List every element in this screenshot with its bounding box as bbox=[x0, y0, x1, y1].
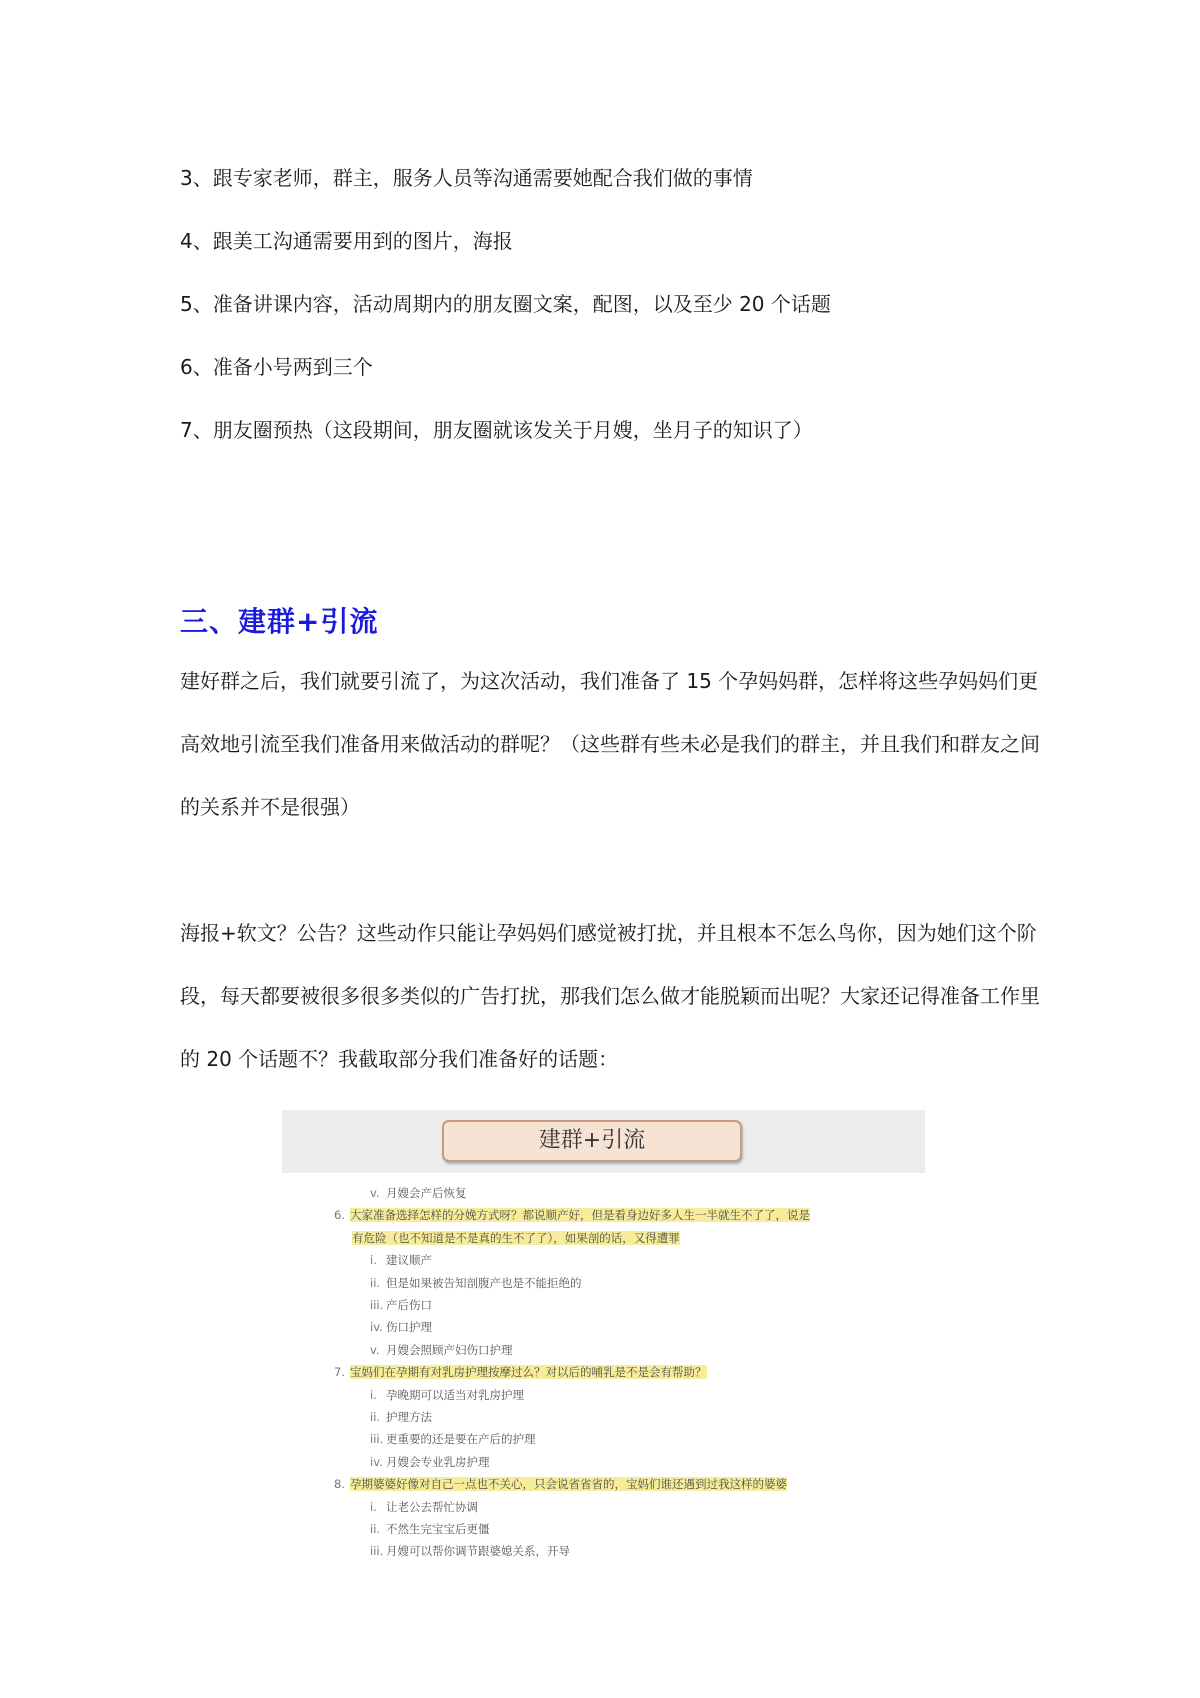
screenshot-topic-line bbox=[370, 1387, 524, 1403]
screenshot-topic-line bbox=[334, 1207, 810, 1223]
screenshot-line-marker: v. bbox=[370, 1186, 380, 1200]
screenshot-topic-line bbox=[370, 1499, 478, 1515]
screenshot-topic-line bbox=[370, 1319, 432, 1335]
screenshot-topic-line bbox=[370, 1275, 582, 1291]
screenshot-line-marker: iv. bbox=[370, 1454, 383, 1469]
screenshot-line-marker: ii. bbox=[370, 1275, 381, 1290]
screenshot-line-marker: iv. bbox=[370, 1320, 383, 1335]
screenshot-topic-line bbox=[370, 1252, 432, 1268]
screenshot-topic-line bbox=[370, 1431, 536, 1447]
list-item: 5、准备讲课内容，活动周期内的朋友圈文案，配图，以及至少 20 个话题 bbox=[180, 292, 831, 316]
list-item: 3、跟专家老师，群主，服务人员等沟通需要她配合我们做的事情 bbox=[180, 166, 753, 190]
screenshot-line-text: 产后伤口 bbox=[386, 1298, 432, 1312]
screenshot-line-marker: i. bbox=[370, 1387, 377, 1402]
screenshot-title-box: 建群+引流 bbox=[442, 1120, 742, 1162]
screenshot-line-marker: 6. bbox=[334, 1208, 345, 1223]
screenshot-topic-line bbox=[370, 1297, 432, 1313]
paragraph: 建好群之后，我们就要引流了，为这次活动，我们准备了 15 个孕妈妈群，怎样将这些孕妈妈们更高效地引流至我们准备用来做活动的群呢？（这些群有些未必是我们的群主，并且我们和群友之间的关系并不是很强） bbox=[180, 669, 1040, 819]
screenshot-line-marker: ii. bbox=[370, 1522, 381, 1536]
screenshot-line-text: 孕晚期可以适当对乳房护理 bbox=[386, 1387, 524, 1402]
topics-screenshot bbox=[282, 1110, 925, 1561]
screenshot-header bbox=[282, 1110, 925, 1173]
screenshot-topic-line bbox=[370, 1521, 490, 1537]
screenshot-topic-line bbox=[334, 1476, 787, 1492]
list-item: 7、朋友圈预热（这段期间，朋友圈就该发关于月嫂，坐月子的知识了） bbox=[180, 418, 813, 442]
screenshot-line-marker: iii. bbox=[370, 1544, 384, 1559]
screenshot-line-marker: ii. bbox=[370, 1410, 381, 1424]
list-item: 6、准备小号两到三个 bbox=[180, 355, 373, 379]
screenshot-line-marker: v. bbox=[370, 1342, 380, 1357]
screenshot-line-text: 有危险（也不知道是不是真的生不了了），如果剖的话，又得遭罪 bbox=[352, 1230, 680, 1245]
paragraph: 海报+软文？公告？这些动作只能让孕妈妈们感觉被打扰，并且根本不怎么鸟你，因为她们这个阶段，每天都要被很多很多类似的广告打扰，那我们怎么做才能脱颖而出呢？大家还记得准备工作里的 20 个话题不？我截取部分我们准备好的话题： bbox=[180, 921, 1040, 1071]
screenshot-line-marker: iii. bbox=[370, 1298, 384, 1312]
screenshot-line-text: 孕期婆婆好像对自己一点也不关心，只会说省省省的，宝妈们谁还遇到过我这样的婆婆 bbox=[350, 1477, 787, 1492]
screenshot-line-text: 月嫂会产后恢复 bbox=[386, 1186, 467, 1200]
screenshot-line-text: 宝妈们在孕期有对乳房护理按摩过么？对以后的哺乳是不是会有帮助？ bbox=[350, 1365, 707, 1380]
screenshot-line-text: 伤口护理 bbox=[386, 1320, 432, 1335]
screenshot-topic-line bbox=[334, 1230, 680, 1246]
screenshot-line-text: 建议顺产 bbox=[386, 1253, 432, 1268]
screenshot-line-text: 月嫂会专业乳房护理 bbox=[386, 1454, 490, 1469]
screenshot-line-text: 大家准备选择怎样的分娩方式呀？都说顺产好，但是看身边好多人生一半就生不了了，说是 bbox=[350, 1208, 810, 1223]
screenshot-line-text: 月嫂可以帮你调节跟婆媳关系，开导 bbox=[386, 1544, 570, 1559]
screenshot-topic-line bbox=[370, 1454, 490, 1470]
screenshot-topic-line bbox=[370, 1185, 467, 1201]
screenshot-topic-line bbox=[370, 1543, 570, 1559]
screenshot-line-text: 不然生完宝宝后更僵 bbox=[386, 1522, 490, 1536]
screenshot-line-text: 但是如果被告知剖腹产也是不能拒绝的 bbox=[386, 1275, 582, 1290]
screenshot-line-text: 更重要的还是要在产后的护理 bbox=[386, 1432, 536, 1447]
screenshot-line-marker: i. bbox=[370, 1253, 377, 1268]
screenshot-line-text: 护理方法 bbox=[386, 1410, 432, 1424]
screenshot-topic-line bbox=[334, 1364, 707, 1380]
screenshot-topic-line bbox=[370, 1409, 432, 1425]
screenshot-line-marker: iii. bbox=[370, 1432, 384, 1447]
screenshot-line-text: 让老公去帮忙协调 bbox=[386, 1499, 478, 1514]
screenshot-line-marker: i. bbox=[370, 1499, 377, 1514]
section-title: 三、建群+引流 bbox=[180, 605, 379, 638]
screenshot-line-marker: 7. bbox=[334, 1365, 345, 1380]
screenshot-line-text: 月嫂会照顾产妇伤口护理 bbox=[386, 1342, 513, 1357]
list-item: 4、跟美工沟通需要用到的图片，海报 bbox=[180, 229, 513, 253]
screenshot-line-marker: 8. bbox=[334, 1477, 345, 1492]
screenshot-topic-line bbox=[370, 1342, 513, 1358]
